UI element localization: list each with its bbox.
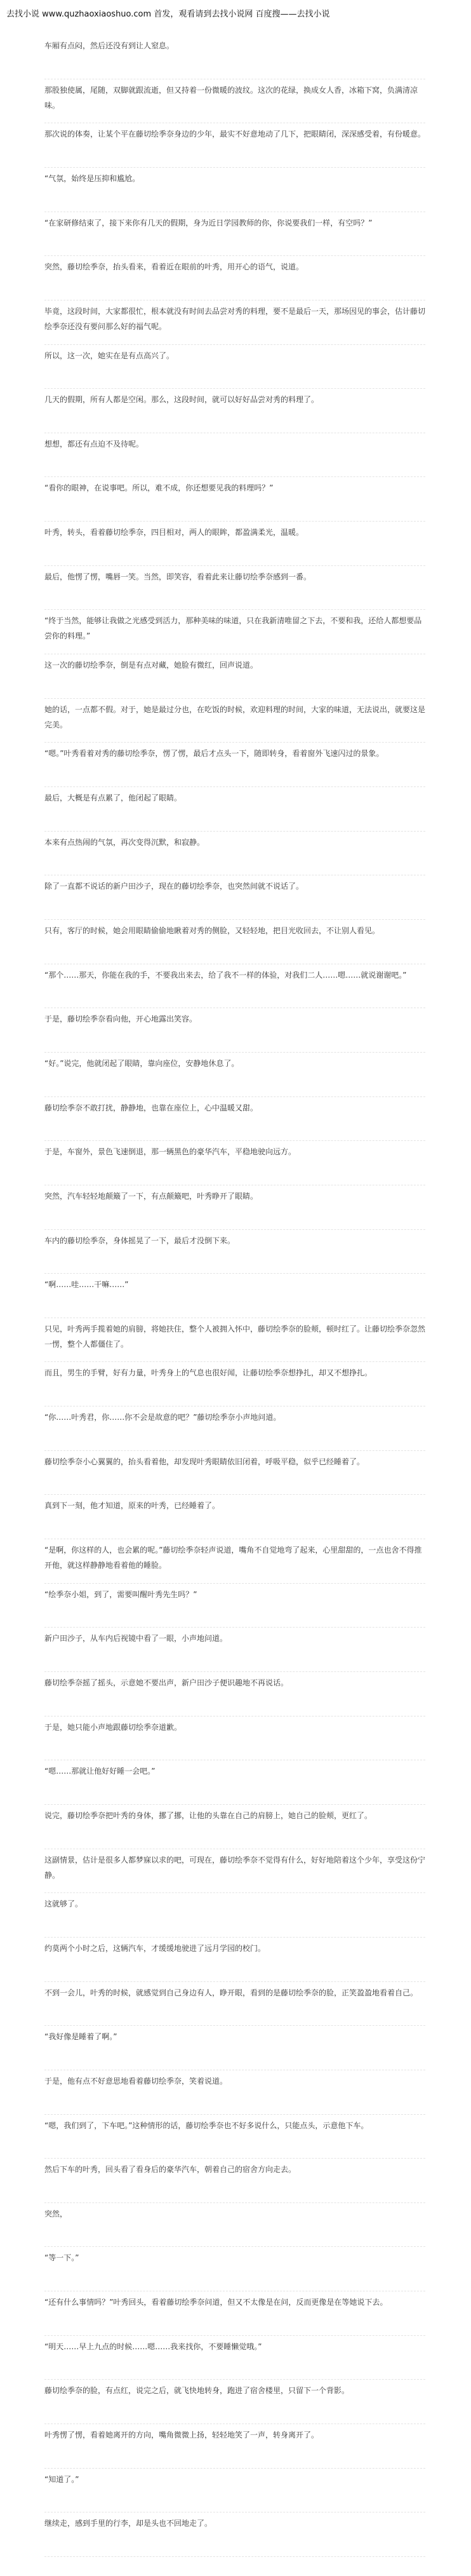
paragraph-divider — [44, 609, 425, 610]
paragraph: 叶秀愣了愣，看着她离开的方向，嘴角微微上扬，轻轻地笑了一声，转身离开了。 — [44, 2431, 319, 2439]
paragraph: 那股独使属，尾随，双脚就跟流逝，但又持着一份微暖的波纹。这次的花绿，换成女人香，冰箱下窝，负满清凉味。 — [44, 86, 418, 110]
paragraph: 突然，藤切绘季奈，抬头看来，看着近在眼前的叶秀，用开心的语气，说道。 — [44, 262, 304, 271]
paragraph-divider — [44, 1052, 425, 1053]
paragraph: 于是，她只能小声地跟藤切绘季奈道歉。 — [44, 1723, 182, 1732]
paragraph-divider — [44, 1937, 425, 1938]
paragraph-divider — [44, 2025, 425, 2026]
header-prefix: 去找小说 — [6, 10, 40, 19]
paragraph-divider — [44, 2114, 425, 2115]
paragraph-divider — [44, 2246, 425, 2247]
paragraph: “还有什么事情吗？”叶秀回头，看着藤切绘季奈问道，但又不太像是在问，反而更像是在等她说下去。 — [44, 2298, 388, 2307]
paragraph: “看你的眼神，在说事吧。所以，难不成，你还想要见我的料理吗？” — [44, 483, 274, 492]
paragraph: “是啊，你这样的人，也会累的呢。”藤切绘季奈轻声说道，嘴角不自觉地弯了起来，心里甜甜的，一点也舍不得推开他，就这样静静地看着他的睡脸。 — [44, 1546, 422, 1570]
paragraph: “我好像是睡着了啊。” — [44, 2032, 117, 2041]
paragraph-divider — [44, 2202, 425, 2203]
paragraph-divider — [44, 2379, 425, 2380]
paragraph: “嗯，我们到了，下车吧。”这种情形的话，藤切绘季奈也不好多说什么，只能点头，示意他下车。 — [44, 2121, 369, 2130]
paragraph-divider — [44, 698, 425, 699]
paragraph: 车厢有点闷，然后还没有到让人窒息。 — [44, 41, 175, 50]
paragraph: “气氛，始终是压抑和尴尬。 — [44, 174, 140, 183]
paragraph-divider — [44, 1361, 425, 1362]
paragraph: 藤切绘季奈不敢打扰，静静地，也靠在座位上，心中温暖又甜。 — [44, 1103, 258, 1112]
paragraph: 车内的藤切绘季奈，身体摇晃了一下，最后才没倒下来。 — [44, 1236, 236, 1245]
site-url-link[interactable]: www.quzhaoxiaoshuo.com — [42, 10, 152, 19]
paragraph: 毕竟，这段时间，大家都很忙，根本就没有时间去品尝对秀的料理，要不是最后一天，那场因见的事会，估计藤切绘季奈还没有要问那么好的福气呢。 — [44, 307, 426, 331]
paragraph: 继续走，感到手里的行李，却是头也不回地走了。 — [44, 2519, 213, 2528]
paragraph-divider — [44, 1140, 425, 1141]
paragraph: “在家研修结束了，接下来你有几天的假期，身为近日学园教师的你，你说要我们一样，有空吗？” — [44, 219, 373, 227]
paragraph: 所以，这一次，她实在是有点高兴了。 — [44, 351, 175, 360]
paragraph-divider — [44, 1450, 425, 1451]
header-suffix: 首发，观看请到去找小说网 百度搜——去找小说 — [154, 10, 330, 19]
paragraph-divider — [44, 388, 425, 389]
paragraph-divider — [44, 831, 425, 832]
paragraph: 想想，都还有点迫不及待呢。 — [44, 440, 144, 448]
paragraph-divider — [44, 742, 425, 743]
paragraph-divider — [44, 2556, 425, 2557]
paragraph-divider — [44, 167, 425, 168]
paragraph: “终于当然，能够让我做之光感受到活力，那种美味的味道，只在我新清唯留之下去，不要和我，还给人都想要品尝你的料理。” — [44, 616, 422, 640]
paragraph: 几天的假期，所有人都是空闲。那么，这段时间，就可以好好品尝对秀的料理了。 — [44, 395, 319, 404]
paragraph-divider — [44, 255, 425, 256]
paragraph: “知道了。” — [44, 2475, 79, 2484]
paragraph: 这一次的藤切绘季奈，倒是有点对藏，她脸有微红，回声说道。 — [44, 661, 258, 670]
paragraph: 于是，他有点不好意思地看着藤切绘季奈，笑着说道。 — [44, 2077, 228, 2086]
paragraph: 最后，他愣了愣，嘴唇一笑。当然，即笑容，看着此来让藤切绘季奈感到一番。 — [44, 572, 312, 581]
paragraph-divider — [44, 2158, 425, 2159]
paragraph: 突然， — [44, 2209, 68, 2218]
paragraph-divider — [44, 1892, 425, 1893]
paragraph: 只有，客厅的时候，她会用眼睛偷偷地瞅着对秀的侧脸，又轻轻地，把目光收回去，不让别人看见。 — [44, 926, 380, 935]
paragraph: “嗯……那就让他好好睡一会吧。” — [44, 1767, 156, 1776]
paragraph-divider — [44, 1627, 425, 1628]
paragraph: 除了一直都不说话的新户田沙子，现在的藤切绘季奈，也突然间就不说话了。 — [44, 882, 304, 891]
paragraph-divider — [44, 1096, 425, 1097]
paragraph: 然后下车的叶秀，回头看了看身后的豪华汽车，朝着自己的宿舍方向走去。 — [44, 2165, 296, 2174]
paragraph-divider — [44, 1981, 425, 1982]
site-header — [0, 5, 471, 24]
paragraph-divider — [44, 1273, 425, 1274]
paragraph-divider — [44, 919, 425, 920]
paragraph: “好。”说完，他就闭起了眼睛，靠向座位，安静地休息了。 — [44, 1059, 239, 1068]
paragraph: 藤切绘季奈摇了摇头，示意她不要出声，新户田沙子便识趣地不再说话。 — [44, 1678, 289, 1687]
paragraph: “那个……那天，你能在我的手，不要我出来去，给了我不一样的体验，对我们二人……嗯……就说谢谢吧。” — [44, 971, 407, 980]
paragraph: 最后，大概是有点累了，他闭起了眼睛。 — [44, 793, 182, 802]
paragraph: 她的话，一点都不假。对于，她是最过分也，在吃饭的时候，欢迎料理的时间，大家的味道，无法说出，就要这是完美。 — [44, 705, 426, 729]
paragraph-divider — [44, 1494, 425, 1495]
paragraph: 这就够了。 — [44, 1899, 83, 1908]
paragraph-divider — [44, 565, 425, 566]
paragraph: 说完，藤切绘季奈把叶秀的身体，挪了挪，让他的头靠在自己的肩膀上，她自己的脸颊，更红了。 — [44, 1811, 373, 1820]
paragraph: 叶秀，转头，看着藤切绘季奈，四目相对，两人的眼眸，都盈满柔光，温暖。 — [44, 528, 304, 537]
paragraph-divider — [44, 1229, 425, 1230]
paragraph: 于是，藤切绘季奈看向他，开心地露出笑容。 — [44, 1015, 197, 1023]
paragraph: “绘季奈小姐，到了，需要叫醒叶秀先生吗？” — [44, 1590, 197, 1599]
paragraph-divider — [44, 521, 425, 522]
paragraph: 本来有点热闹的气氛，再次变得沉默，和寂静。 — [44, 838, 205, 847]
paragraph: 藤切绘季奈的脸，有点红，说完之后，就飞快地转身，跑进了宿舍楼里，只留下一个背影。 — [44, 2386, 350, 2395]
paragraph-divider — [44, 2468, 425, 2469]
paragraph-divider — [44, 1804, 425, 1805]
paragraph-divider — [44, 476, 425, 477]
paragraph: 而且，男生的手臂，好有力量，叶秀身上的气息也很好闻，让藤切绘季奈想挣扎，却又不想挣扎。 — [44, 1368, 373, 1377]
paragraph: “啊……哇……干嘛……” — [44, 1280, 129, 1289]
paragraph-divider — [44, 786, 425, 787]
paragraph-divider — [44, 344, 425, 345]
paragraph: 那次说的体奏，让某个平在藤切绘季奈身边的少年，最实不好意地动了几下，把眼睛闭，深深感受着，有份暖意。 — [44, 130, 426, 138]
paragraph: 不到一会儿，叶秀的时候，就感觉到自己身边有人，睁开眼，看到的是藤切绘季奈的脸，正笑盈盈地看着自己。 — [44, 1988, 418, 1997]
paragraph-divider — [44, 1671, 425, 1672]
paragraph: “等一下。” — [44, 2253, 79, 2262]
paragraph: 真到下一刻，他才知道，原来的叶秀，已经睡着了。 — [44, 1501, 220, 1510]
paragraph-divider — [44, 1583, 425, 1584]
paragraph: 只见，叶秀两手揽着她的肩膀，将她扶住，整个人被拥入怀中，藤切绘季奈的脸颊，顿时红了。让藤切绘季奈忽然一愣，整个人都僵住了。 — [44, 1325, 426, 1349]
paragraph: 于是，车窗外，景色飞速倒退，那一辆黑色的豪华汽车，平稳地驶向远方。 — [44, 1147, 296, 1156]
paragraph: 突然，汽车轻轻地颠簸了一下，有点颠簸吧，叶秀睁开了眼睛。 — [44, 1192, 258, 1201]
paragraph: “嗯。”叶秀看着对秀的藤切绘季奈，愣了愣，最后才点头一下，随即转身，看着窗外飞速闪过的景象。 — [44, 749, 384, 758]
paragraph: 新户田沙子，从车内后视镜中看了一眼，小声地问道。 — [44, 1634, 228, 1643]
paragraph: “明天……早上九点的时候……嗯……我来找你，不要睡懒觉哦。” — [44, 2342, 262, 2351]
paragraph: “你……叶秀君，你……你不会是故意的吧？”藤切绘季奈小声地问道。 — [44, 1413, 281, 1422]
paragraph: 这副情景，估计是很多人都梦寐以求的吧，可现在，藤切绘季奈不觉得有什么，好好地陪着这个少年，享受这份宁静。 — [44, 1856, 426, 1880]
paragraph: 藤切绘季奈小心翼翼的，抬头看着他，却发现叶秀眼睛依旧闭着，呼吸平稳，似乎已经睡着了。 — [44, 1457, 365, 1466]
paragraph-divider — [44, 2335, 425, 2336]
paragraph: 约莫两个小时之后，这辆汽车，才缓缓地驶进了远月学园的校门。 — [44, 1944, 266, 1953]
